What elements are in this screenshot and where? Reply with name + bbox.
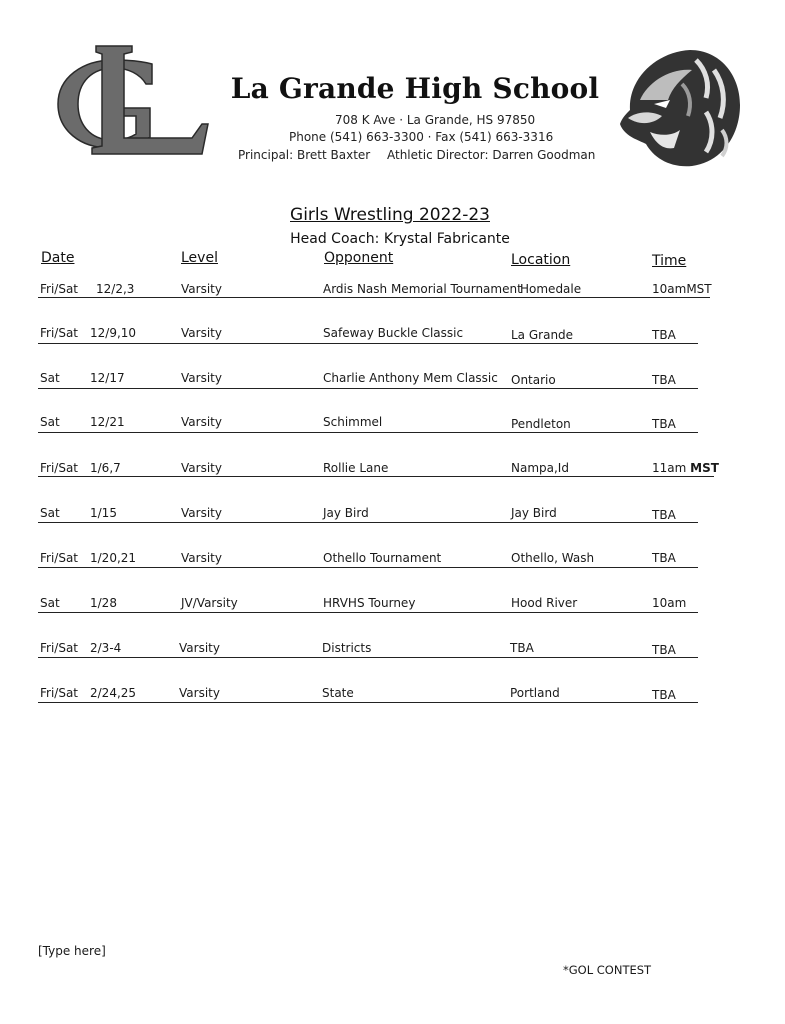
- table-row: [38, 686, 698, 704]
- cell-date: 2/24,25: [90, 686, 137, 700]
- cell-date: 1/6,7: [90, 461, 121, 475]
- table-row: [38, 415, 698, 433]
- school-phone: Phone (541) 663-3300 · Fax (541) 663-3316: [289, 130, 554, 144]
- cell-day: Sat: [40, 371, 60, 385]
- cell-time: [652, 643, 676, 657]
- cell-time-bold: MST: [690, 461, 719, 475]
- column-header-opponent: Opponent: [324, 250, 394, 266]
- cell-opponent: Othello Tournament: [323, 551, 442, 565]
- column-header-level: Level: [181, 250, 218, 266]
- cell-time: [652, 328, 676, 342]
- cell-level: Varsity: [181, 371, 222, 385]
- cell-level: Varsity: [181, 506, 222, 520]
- row-rule: [38, 343, 698, 344]
- table-row: [38, 551, 698, 569]
- cell-time-text: TBA: [652, 688, 676, 702]
- document-title: Girls Wrestling 2022-23: [290, 205, 490, 225]
- cell-day: Fri/Sat: [40, 686, 79, 700]
- cell-level: JV/Varsity: [181, 596, 238, 610]
- cell-location: Ontario: [511, 373, 556, 387]
- cell-opponent: Districts: [322, 641, 372, 655]
- cell-time-text: TBA: [652, 417, 676, 431]
- column-header-time: Time: [652, 253, 687, 269]
- principal-name: Principal: Brett Baxter: [238, 148, 371, 162]
- row-rule: [38, 522, 698, 523]
- school-address: 708 K Ave · La Grande, HS 97850: [335, 113, 536, 127]
- cell-date: 1/20,21: [90, 551, 137, 565]
- cell-location: Jay Bird: [511, 506, 557, 520]
- footer-note: *GOL CONTEST: [563, 963, 652, 977]
- tiger-mascot-logo: [610, 40, 745, 170]
- cell-day: Fri/Sat: [40, 551, 79, 565]
- cell-date: 12/2,3: [96, 282, 135, 296]
- cell-time-text: TBA: [652, 373, 676, 387]
- cell-location: Pendleton: [511, 417, 571, 431]
- cell-location: TBA: [510, 641, 534, 655]
- cell-opponent: Rollie Lane: [323, 461, 389, 475]
- cell-date: 2/3-4: [90, 641, 122, 655]
- cell-time-text: TBA: [652, 328, 676, 342]
- cell-opponent: Schimmel: [323, 415, 383, 429]
- cell-day: Fri/Sat: [40, 461, 79, 475]
- cell-level: Varsity: [181, 282, 222, 296]
- cell-time-text: 10amMST: [652, 282, 712, 296]
- cell-day: Sat: [40, 596, 60, 610]
- cell-location: Homedale: [520, 282, 582, 296]
- row-rule: [38, 388, 698, 389]
- cell-time-text: TBA: [652, 508, 676, 522]
- cell-day: Fri/Sat: [40, 326, 79, 340]
- cell-time-text: TBA: [652, 551, 676, 565]
- gl-monogram-logo: [52, 42, 212, 160]
- cell-day: Fri/Sat: [40, 641, 79, 655]
- cell-time-text: 11am: [652, 461, 691, 475]
- cell-level: Varsity: [179, 641, 220, 655]
- cell-date: 1/15: [90, 506, 117, 520]
- table-row: [38, 326, 698, 344]
- table-row: [38, 461, 719, 479]
- cell-opponent: Charlie Anthony Mem Classic: [323, 371, 498, 385]
- cell-location: Nampa,Id: [511, 461, 569, 475]
- cell-location: Othello, Wash: [511, 551, 595, 565]
- cell-date: 12/17: [90, 371, 125, 385]
- table-row: [38, 506, 698, 524]
- athletic-director-name: Athletic Director: Darren Goodman: [387, 148, 596, 162]
- cell-time: [652, 282, 712, 296]
- column-header-location: Location: [511, 252, 571, 268]
- head-coach: Head Coach: Krystal Fabricante: [290, 231, 510, 247]
- cell-location: La Grande: [511, 328, 574, 342]
- row-rule: [38, 297, 710, 298]
- cell-date: 1/28: [90, 596, 117, 610]
- cell-opponent: State: [322, 686, 354, 700]
- cell-level: Varsity: [179, 686, 220, 700]
- cell-time-text: TBA: [652, 643, 676, 657]
- cell-time: [652, 596, 686, 610]
- table-row: [38, 596, 698, 614]
- table-row: [38, 641, 698, 659]
- cell-time: [652, 417, 676, 431]
- row-rule: [38, 657, 698, 658]
- row-rule: [38, 476, 714, 477]
- cell-time: [652, 373, 676, 387]
- cell-opponent: Ardis Nash Memorial Tournament: [323, 282, 522, 296]
- cell-opponent: Jay Bird: [323, 506, 369, 520]
- cell-date: 12/9,10: [90, 326, 137, 340]
- cell-location: Hood River: [511, 596, 578, 610]
- footer-placeholder: [Type here]: [38, 944, 106, 958]
- row-rule: [38, 612, 698, 613]
- cell-time: [652, 461, 719, 475]
- cell-time-text: 10am: [652, 596, 687, 610]
- table-row: [38, 371, 698, 389]
- cell-level: Varsity: [181, 326, 222, 340]
- school-name: La Grande High School: [230, 72, 600, 105]
- cell-level: Varsity: [181, 551, 222, 565]
- cell-opponent: Safeway Buckle Classic: [323, 326, 464, 340]
- table-row: [38, 282, 712, 300]
- cell-level: Varsity: [181, 461, 222, 475]
- cell-level: Varsity: [181, 415, 222, 429]
- cell-location: Portland: [510, 686, 560, 700]
- cell-time: [652, 551, 676, 565]
- cell-time: [652, 688, 676, 702]
- row-rule: [38, 567, 698, 568]
- column-header-date: Date: [41, 250, 75, 266]
- cell-opponent: HRVHS Tourney: [323, 596, 416, 610]
- cell-day: Sat: [40, 506, 60, 520]
- cell-day: Fri/Sat: [40, 282, 79, 296]
- cell-day: Sat: [40, 415, 60, 429]
- row-rule: [38, 702, 698, 703]
- cell-time: [652, 508, 676, 522]
- row-rule: [38, 432, 698, 433]
- cell-date: 12/21: [90, 415, 125, 429]
